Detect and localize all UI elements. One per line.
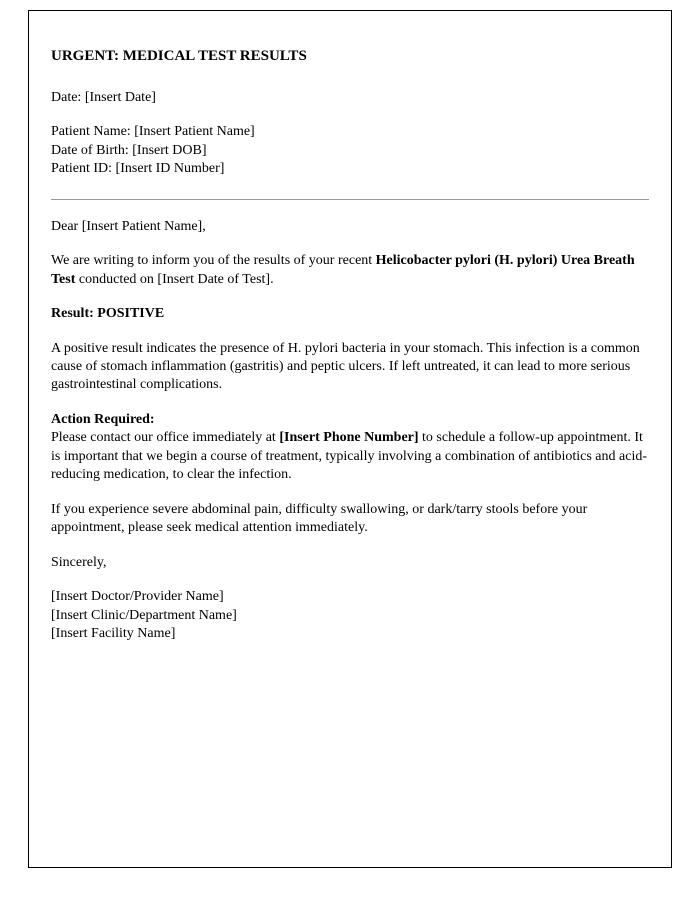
signature-facility-line: [Insert Facility Name] <box>51 626 176 642</box>
explanation-paragraph: A positive result indicates the presence of H. pylori bacteria in your stomach. This infection is a common cause of stomach inflammation (gastritis) and peptic ulcers. If left untreated, it can lead to more serious gastrointestinal complications. <box>51 340 640 393</box>
letter-page <box>28 10 672 868</box>
section-divider <box>51 199 649 200</box>
signature-block <box>51 588 649 643</box>
closing: Sincerely, <box>51 554 107 570</box>
phone-number-bold: [Insert Phone Number] <box>279 430 419 446</box>
intro-text-start: We are writing to inform you of the results of your recent <box>51 253 376 269</box>
test-name-bold: Helicobacter pylori (H. pylori) Urea Breath Test <box>51 253 635 287</box>
intro-text-end: conducted on [Insert Date of Test]. <box>75 271 274 287</box>
patient-id-line: Patient ID: [Insert ID Number] <box>51 161 225 177</box>
action-text-end: to schedule a follow-up appointment. It is important that we begin a course of treatment, typically involving a combination of antibiotics and acid-reducing medication, to clear the infection. <box>51 430 648 483</box>
action-text-start: Please contact our office immediately at <box>51 430 280 446</box>
patient-info-block <box>51 123 649 178</box>
action-block <box>51 411 649 485</box>
result-line: Result: POSITIVE <box>51 306 165 322</box>
signature-provider-line: [Insert Doctor/Provider Name] <box>51 589 224 605</box>
signature-clinic-line: [Insert Clinic/Department Name] <box>51 607 237 623</box>
date-line: Date: [Insert Date] <box>51 89 156 105</box>
letter-heading: URGENT: MEDICAL TEST RESULTS <box>51 48 307 64</box>
intro-paragraph <box>51 252 649 289</box>
warning-paragraph: If you experience severe abdominal pain, difficulty swallowing, or dark/tarry stools before your appointment, please seek medical attention immediately. <box>51 501 588 536</box>
salutation: Dear [Insert Patient Name], <box>51 218 206 234</box>
patient-dob-line: Date of Birth: [Insert DOB] <box>51 142 207 158</box>
patient-name-line: Patient Name: [Insert Patient Name] <box>51 124 255 140</box>
action-heading: Action Required: <box>51 411 155 427</box>
action-paragraph <box>51 429 649 484</box>
